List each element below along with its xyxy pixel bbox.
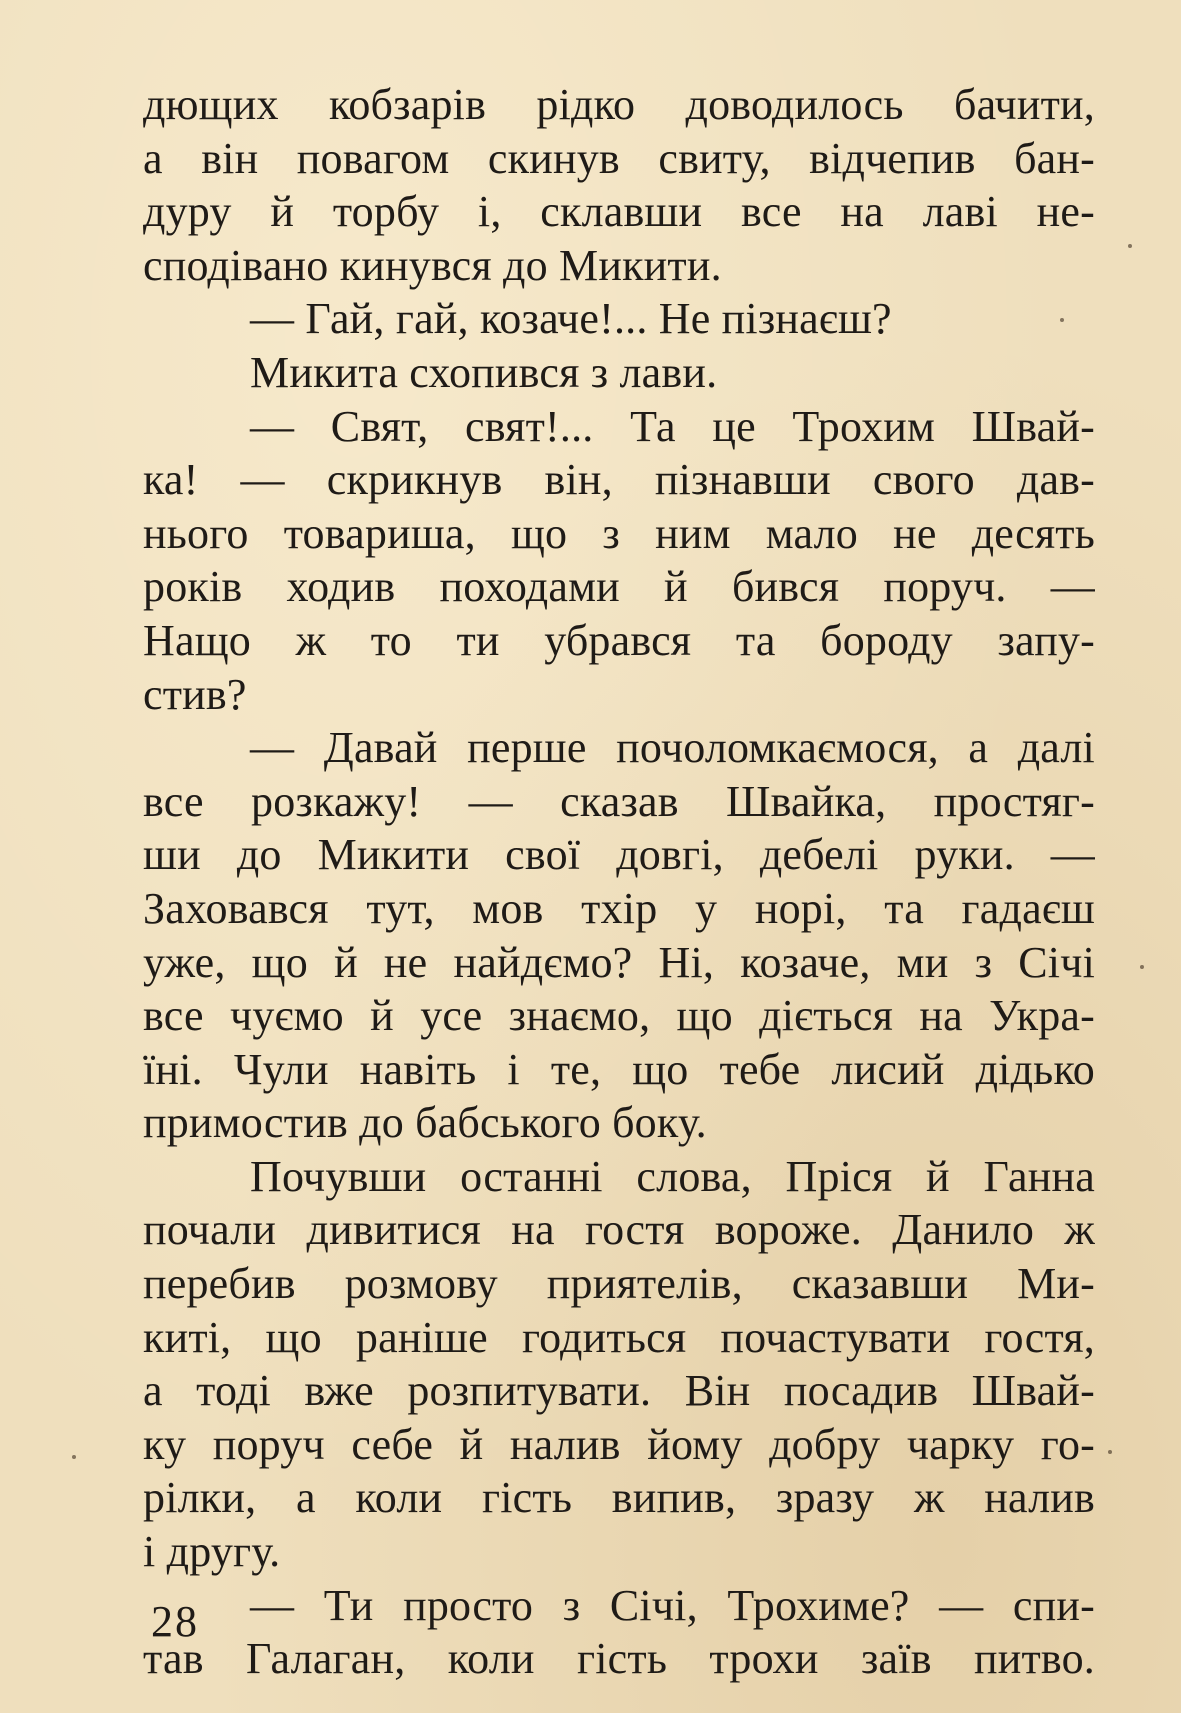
text-line: їні. Чули навіть і те, що тебе лисий дідько bbox=[143, 1044, 1095, 1094]
text-line: почали дивитися на гостя вороже. Данило ж bbox=[143, 1205, 1095, 1255]
text-line: Почувши останні слова, Пріся й Ганна bbox=[250, 1151, 1095, 1201]
text-line: а тоді вже розпитувати. Він посадив Швай- bbox=[143, 1366, 1095, 1416]
text-line: років ходив походами й бився поруч. — bbox=[143, 562, 1095, 612]
text-line: сподівано кинувся до Микити. bbox=[143, 240, 722, 290]
text-line: дуру й торбу і, склавши все на лаві не- bbox=[143, 187, 1095, 237]
text-line: Заховався тут, мов тхір у норі, та гадаєш bbox=[143, 883, 1095, 933]
text-line: ка! — скрикнув він, пізнавши свого дав- bbox=[143, 455, 1095, 505]
page-number: 28 bbox=[151, 1597, 199, 1646]
text-line: а він повагом скинув свиту, відчепив бан- bbox=[143, 133, 1095, 183]
text-line: дющих кобзарів рідко доводилось бачити, bbox=[143, 80, 1095, 129]
text-line: рілки, а коли гість випив, зразу ж налив bbox=[143, 1473, 1095, 1523]
paper-speck bbox=[1108, 1450, 1112, 1454]
paper-speck bbox=[1128, 244, 1132, 248]
text-line: все чуємо й усе знаємо, що діється на Укра- bbox=[143, 991, 1095, 1041]
paper-speck bbox=[1060, 318, 1064, 322]
text-line: стив? bbox=[143, 669, 247, 719]
text-line: — Свят, свят!... Та це Трохим Швай- bbox=[250, 401, 1095, 451]
text-line: Нащо ж то ти убрався та бороду запу- bbox=[143, 615, 1095, 665]
text-line: — Ти просто з Січі, Трохиме? — спи- bbox=[250, 1580, 1095, 1630]
body-text bbox=[143, 78, 1095, 1686]
text-line: примостив до бабського боку. bbox=[143, 1098, 707, 1148]
text-line: Микита схопився з лави. bbox=[250, 347, 718, 397]
paper-speck bbox=[1140, 965, 1144, 969]
text-line: киті, що раніше годиться почастувати гостя, bbox=[143, 1312, 1095, 1362]
text-line: нього товариша, що з ним мало не десять bbox=[143, 508, 1095, 558]
text-line: все розкажу! — сказав Швайка, простяг- bbox=[143, 776, 1095, 826]
text-line: тав Галаган, коли гість трохи заїв питво. bbox=[143, 1634, 1095, 1684]
text-line: — Давай перше почоломкаємося, а далі bbox=[250, 723, 1095, 773]
text-line: ши до Микити свої довгі, дебелі руки. — bbox=[143, 830, 1095, 880]
text-line: уже, що й не найдємо? Ні, козаче, ми з Січі bbox=[143, 937, 1095, 987]
text-line: перебив розмову приятелів, сказавши Ми- bbox=[143, 1259, 1095, 1309]
paper-speck bbox=[72, 1455, 76, 1459]
text-line: і другу. bbox=[143, 1527, 281, 1577]
text-line: — Гай, гай, козаче!... Не пізнаєш? bbox=[250, 294, 892, 344]
text-line: ку поруч себе й налив йому добру чарку го- bbox=[143, 1419, 1095, 1469]
